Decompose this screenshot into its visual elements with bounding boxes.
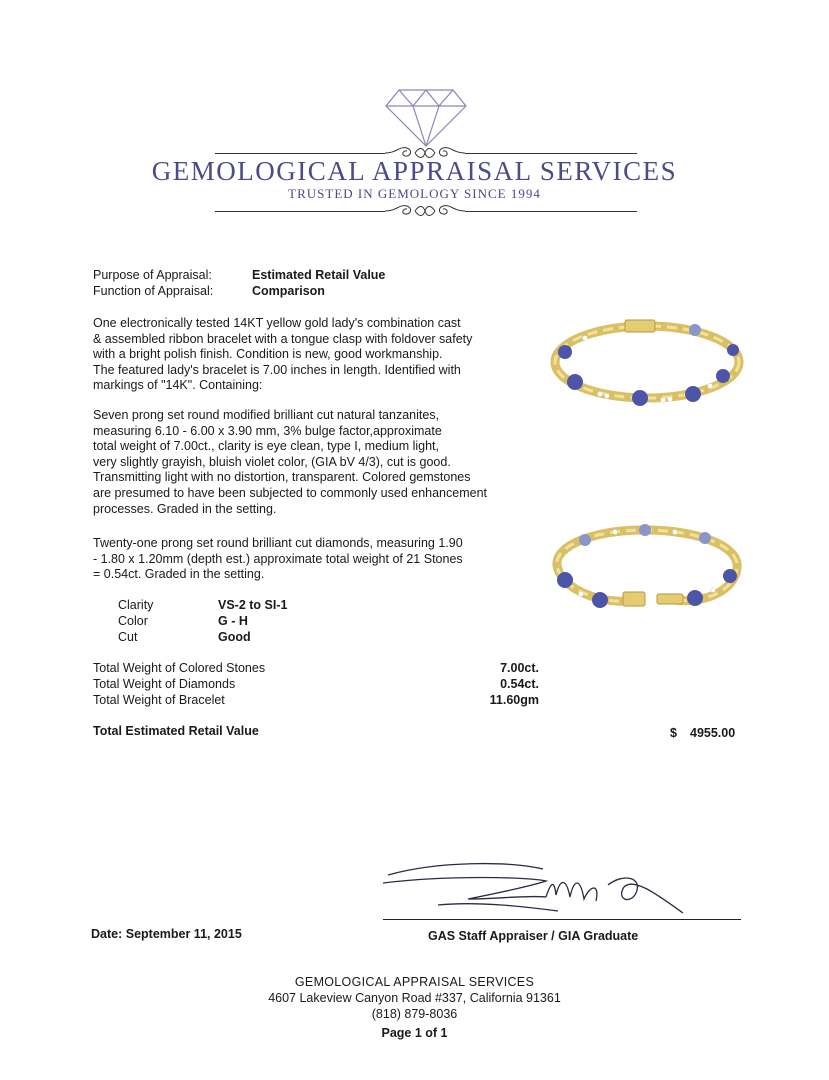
spec-label-color: Color xyxy=(118,614,148,628)
estimated-value: 4955.00 xyxy=(690,726,736,740)
spec-label-clarity: Clarity xyxy=(118,598,154,612)
purpose-label: Purpose of Appraisal: xyxy=(93,268,212,282)
total-diamonds-label: Total Weight of Diamonds xyxy=(93,677,236,691)
description-bracelet: One electronically tested 14KT yellow gold lady's combination cast & assembled ribbon bracelet with a tongue clasp with foldover safety with a bright polish finish. Condition is new, good workmanship. The featured lady's bracelet is 7.00 inches in length. Identified with markings of "14K". Containing: xyxy=(93,316,473,393)
total-diamonds-value: 0.54ct. xyxy=(500,677,539,691)
footer-phone: (818) 879-8036 xyxy=(371,1007,458,1021)
header-rule-left xyxy=(215,153,385,154)
total-colored-stones-value: 7.00ct. xyxy=(500,661,539,675)
total-bracelet-label: Total Weight of Bracelet xyxy=(93,693,225,707)
spec-value-cut: Good xyxy=(218,630,251,644)
footer-company: GEMOLOGICAL APPRAISAL SERVICES xyxy=(294,975,535,989)
purpose-value: Estimated Retail Value xyxy=(252,268,386,282)
estimated-value-label: Total Estimated Retail Value xyxy=(93,724,259,738)
spec-label-cut: Cut xyxy=(118,630,138,644)
spec-value-clarity: VS-2 to SI-1 xyxy=(218,598,288,612)
description-diamonds: Twenty-one prong set round brilliant cut diamonds, measuring 1.90 - 1.80 x 1.20mm (depth est.) approximate total weight of 21 Stones = 0.54ct. Graded in the setting. xyxy=(93,536,463,582)
total-bracelet-value: 11.60gm xyxy=(489,693,539,707)
function-value: Comparison xyxy=(252,284,325,298)
brand-name: GEMOLOGICAL APPRAISAL SERVICES xyxy=(151,156,678,186)
function-label: Function of Appraisal: xyxy=(93,284,214,298)
spec-value-color: G - H xyxy=(218,614,248,628)
tagline-rule-right xyxy=(465,211,637,212)
appraisal-date: Date: September 11, 2015 xyxy=(91,927,242,941)
tagline-rule-left xyxy=(215,211,385,212)
scroll-flourish-icon xyxy=(385,201,465,221)
appraiser-title: GAS Staff Appraiser / GIA Graduate xyxy=(428,929,639,943)
currency-symbol: $ xyxy=(670,726,677,740)
bracelet-photo-open xyxy=(545,520,750,620)
diamond-logo-icon xyxy=(385,88,467,148)
total-colored-stones-label: Total Weight of Colored Stones xyxy=(93,661,266,675)
appraiser-signature xyxy=(378,855,698,925)
bracelet-photo-closed xyxy=(545,310,750,415)
brand-tagline: TRUSTED IN GEMOLOGY SINCE 1994 xyxy=(288,186,541,201)
page-number: Page 1 of 1 xyxy=(381,1026,448,1040)
header-rule-right xyxy=(465,153,637,154)
signature-line xyxy=(383,919,741,920)
description-tanzanites: Seven prong set round modified brilliant cut natural tanzanites, measuring 6.10 - 6.00 x 3.90 mm, 3% bulge factor,approximate total weight of 7.00ct., clarity is eye clean, type I, medium light, very slightly grayish, bluish violet color, (GIA bV 4/3), cut is good. Transmitting light with no distortion, transparent. Colored gemstones are presumed to have been subjected to commonly used enhancement processes. Graded in the setting. xyxy=(93,408,487,516)
footer-address: 4607 Lakeview Canyon Road #337, California 91361 xyxy=(268,991,561,1005)
